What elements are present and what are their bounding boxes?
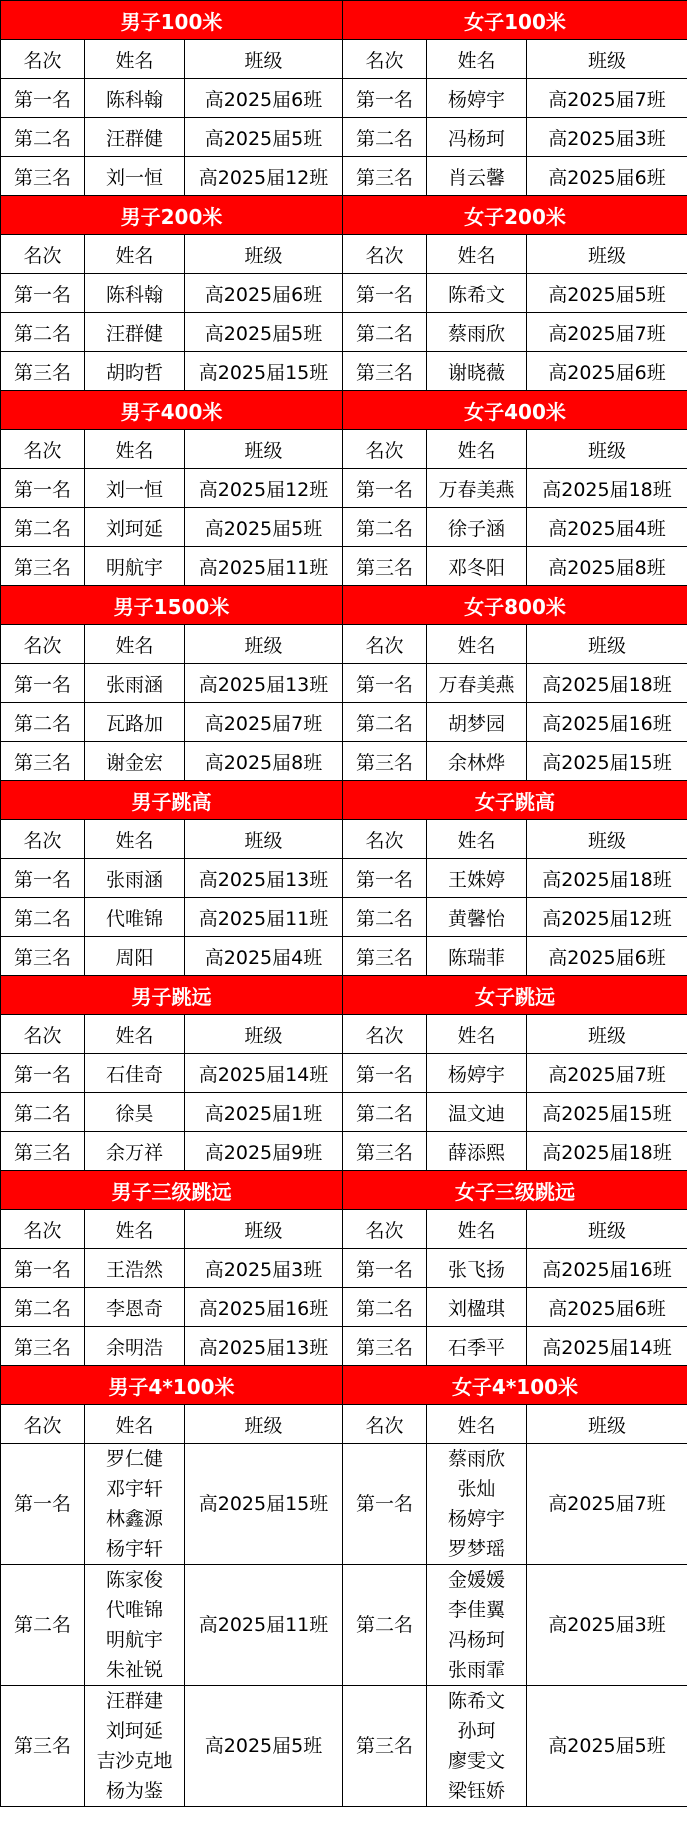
rank-cell: 第二名	[343, 118, 427, 157]
name-cell: 温文迪	[427, 1093, 527, 1132]
relay-members-cell	[85, 1444, 185, 1565]
class-header: 班级	[185, 1405, 343, 1444]
relay-member-name: 朱祉锐	[105, 1659, 163, 1681]
rank-header: 名次	[343, 235, 427, 274]
name-header: 姓名	[85, 1210, 185, 1249]
rank-cell: 第三名	[343, 547, 427, 586]
name-header: 姓名	[85, 235, 185, 274]
rank-header: 名次	[1, 625, 85, 664]
name-header: 姓名	[85, 820, 185, 859]
class-cell: 高2025届6班	[527, 937, 687, 976]
relay-member-name: 吉沙克地	[96, 1750, 173, 1772]
name-header: 姓名	[85, 1015, 185, 1054]
class-cell: 高2025届12班	[185, 469, 343, 508]
rank-cell: 第二名	[343, 508, 427, 547]
name-cell: 黄馨怡	[427, 898, 527, 937]
class-cell: 高2025届16班	[527, 1249, 687, 1288]
rank-cell: 第三名	[1, 547, 85, 586]
name-header: 姓名	[427, 40, 527, 79]
event-title: 男子100米	[1, 1, 343, 40]
rank-header: 名次	[1, 1405, 85, 1444]
class-cell: 高2025届13班	[185, 859, 343, 898]
table-row	[1, 118, 687, 157]
relay-member-name: 罗仁健	[105, 1448, 163, 1470]
name-cell: 胡梦园	[427, 703, 527, 742]
event-title: 女子4*100米	[343, 1366, 687, 1405]
class-cell: 高2025届15班	[185, 352, 343, 391]
relay-members-cell	[85, 1565, 185, 1686]
class-header: 班级	[185, 1210, 343, 1249]
name-cell: 余林烨	[427, 742, 527, 781]
column-header-row	[1, 430, 687, 469]
name-header: 姓名	[85, 430, 185, 469]
table-row	[1, 547, 687, 586]
event-title: 男子跳远	[1, 976, 343, 1015]
rank-header: 名次	[343, 1405, 427, 1444]
class-cell: 高2025届8班	[527, 547, 687, 586]
class-cell: 高2025届15班	[527, 1093, 687, 1132]
table-row	[1, 742, 687, 781]
event-title: 男子跳高	[1, 781, 343, 820]
table-row	[1, 1054, 687, 1093]
name-header: 姓名	[85, 40, 185, 79]
name-cell: 杨婷宇	[427, 79, 527, 118]
column-header-row	[1, 1210, 687, 1249]
relay-member-name: 杨为鉴	[105, 1780, 163, 1802]
class-cell: 高2025届5班	[185, 508, 343, 547]
class-cell: 高2025届1班	[185, 1093, 343, 1132]
name-cell: 刘楹琪	[427, 1288, 527, 1327]
class-header: 班级	[527, 1015, 687, 1054]
relay-member-name: 梁钰娇	[447, 1780, 505, 1802]
event-title: 女子400米	[343, 391, 687, 430]
name-cell: 汪群健	[85, 118, 185, 157]
name-cell: 徐昊	[85, 1093, 185, 1132]
class-header: 班级	[527, 235, 687, 274]
rank-cell: 第二名	[1, 898, 85, 937]
rank-cell: 第三名	[343, 1686, 427, 1807]
rank-cell: 第一名	[1, 664, 85, 703]
name-cell: 刘珂延	[85, 508, 185, 547]
rank-cell: 第二名	[1, 508, 85, 547]
rank-header: 名次	[343, 625, 427, 664]
relay-member-name: 金媛媛	[447, 1569, 505, 1591]
name-header: 姓名	[427, 430, 527, 469]
relay-member-name: 冯杨珂	[447, 1629, 505, 1651]
class-cell: 高2025届9班	[185, 1132, 343, 1171]
event-title-row	[1, 196, 687, 235]
rank-header: 名次	[343, 40, 427, 79]
class-header: 班级	[185, 40, 343, 79]
rank-cell: 第二名	[343, 703, 427, 742]
rank-cell: 第二名	[343, 1288, 427, 1327]
class-header: 班级	[527, 1210, 687, 1249]
relay-member-name: 杨婷宇	[447, 1508, 505, 1530]
name-cell: 石佳奇	[85, 1054, 185, 1093]
name-cell: 瓦路加	[85, 703, 185, 742]
name-header: 姓名	[427, 235, 527, 274]
event-title: 女子跳高	[343, 781, 687, 820]
name-cell: 李恩奇	[85, 1288, 185, 1327]
name-cell: 张飞扬	[427, 1249, 527, 1288]
rank-cell: 第三名	[1, 1327, 85, 1366]
rank-header: 名次	[343, 820, 427, 859]
class-cell: 高2025届7班	[527, 313, 687, 352]
column-header-row	[1, 1015, 687, 1054]
event-title: 女子200米	[343, 196, 687, 235]
rank-cell: 第三名	[343, 937, 427, 976]
event-title: 男子1500米	[1, 586, 343, 625]
event-title: 男子4*100米	[1, 1366, 343, 1405]
class-cell: 高2025届6班	[185, 79, 343, 118]
name-cell: 蔡雨欣	[427, 313, 527, 352]
rank-cell: 第一名	[343, 664, 427, 703]
rank-cell: 第二名	[1, 313, 85, 352]
name-cell: 冯杨珂	[427, 118, 527, 157]
class-cell: 高2025届18班	[527, 1132, 687, 1171]
rank-cell: 第一名	[343, 469, 427, 508]
relay-member-name: 刘珂延	[105, 1720, 163, 1742]
rank-cell: 第一名	[1, 79, 85, 118]
rank-cell: 第二名	[343, 1565, 427, 1686]
name-cell: 代唯锦	[85, 898, 185, 937]
class-cell: 高2025届13班	[185, 664, 343, 703]
class-header: 班级	[527, 430, 687, 469]
class-cell: 高2025届7班	[527, 1444, 687, 1565]
class-header: 班级	[527, 625, 687, 664]
rank-cell: 第一名	[343, 274, 427, 313]
class-cell: 高2025届11班	[185, 1565, 343, 1686]
class-cell: 高2025届13班	[185, 1327, 343, 1366]
table-row	[1, 79, 687, 118]
table-row	[1, 157, 687, 196]
class-cell: 高2025届5班	[185, 118, 343, 157]
class-header: 班级	[527, 1405, 687, 1444]
class-cell: 高2025届15班	[185, 1444, 343, 1565]
table-row	[1, 703, 687, 742]
name-cell: 余万祥	[85, 1132, 185, 1171]
rank-cell: 第一名	[343, 1444, 427, 1565]
results-body	[1, 1, 687, 1807]
class-cell: 高2025届11班	[185, 898, 343, 937]
class-cell: 高2025届4班	[185, 937, 343, 976]
table-row	[1, 1327, 687, 1366]
rank-cell: 第三名	[1, 1132, 85, 1171]
name-cell: 胡昀哲	[85, 352, 185, 391]
class-cell: 高2025届18班	[527, 859, 687, 898]
relay-member-name: 邓宇轩	[105, 1478, 163, 1500]
class-cell: 高2025届16班	[527, 703, 687, 742]
rank-cell: 第三名	[1, 937, 85, 976]
name-cell: 万春美燕	[427, 664, 527, 703]
relay-member-name: 代唯锦	[105, 1599, 163, 1621]
relay-members-cell	[85, 1686, 185, 1807]
event-title: 女子800米	[343, 586, 687, 625]
rank-cell: 第一名	[1, 274, 85, 313]
class-cell: 高2025届6班	[527, 157, 687, 196]
class-cell: 高2025届3班	[527, 118, 687, 157]
name-cell: 王浩然	[85, 1249, 185, 1288]
table-row	[1, 274, 687, 313]
class-cell: 高2025届16班	[185, 1288, 343, 1327]
class-cell: 高2025届5班	[527, 1686, 687, 1807]
event-title-row	[1, 976, 687, 1015]
class-cell: 高2025届5班	[527, 274, 687, 313]
name-cell: 刘一恒	[85, 469, 185, 508]
class-cell: 高2025届15班	[527, 742, 687, 781]
name-header: 姓名	[427, 1405, 527, 1444]
class-header: 班级	[185, 625, 343, 664]
class-cell: 高2025届18班	[527, 469, 687, 508]
class-cell: 高2025届3班	[527, 1565, 687, 1686]
table-row	[1, 1249, 687, 1288]
rank-cell: 第一名	[343, 79, 427, 118]
relay-row	[1, 1444, 687, 1565]
relay-member-name: 汪群建	[105, 1690, 163, 1712]
event-title: 女子100米	[343, 1, 687, 40]
name-cell: 杨婷宇	[427, 1054, 527, 1093]
rank-header: 名次	[1, 40, 85, 79]
name-cell: 谢金宏	[85, 742, 185, 781]
class-cell: 高2025届8班	[185, 742, 343, 781]
name-header: 姓名	[427, 820, 527, 859]
rank-header: 名次	[1, 820, 85, 859]
rank-header: 名次	[1, 1015, 85, 1054]
column-header-row	[1, 820, 687, 859]
class-cell: 高2025届5班	[185, 313, 343, 352]
relay-row	[1, 1565, 687, 1686]
rank-header: 名次	[1, 1210, 85, 1249]
class-cell: 高2025届18班	[527, 664, 687, 703]
event-title-row	[1, 1171, 687, 1210]
name-cell: 周阳	[85, 937, 185, 976]
table-row	[1, 469, 687, 508]
event-title-row	[1, 586, 687, 625]
rank-cell: 第一名	[1, 469, 85, 508]
class-cell: 高2025届12班	[185, 157, 343, 196]
name-cell: 陈科翰	[85, 274, 185, 313]
name-cell: 陈瑞菲	[427, 937, 527, 976]
name-cell: 石季平	[427, 1327, 527, 1366]
name-cell: 明航宇	[85, 547, 185, 586]
rank-cell: 第二名	[343, 1093, 427, 1132]
table-row	[1, 313, 687, 352]
column-header-row	[1, 235, 687, 274]
name-cell: 陈科翰	[85, 79, 185, 118]
rank-cell: 第三名	[1, 742, 85, 781]
name-cell: 陈希文	[427, 274, 527, 313]
class-cell: 高2025届6班	[527, 352, 687, 391]
class-cell: 高2025届14班	[527, 1327, 687, 1366]
class-cell: 高2025届4班	[527, 508, 687, 547]
rank-cell: 第一名	[1, 1444, 85, 1565]
name-cell: 邓冬阳	[427, 547, 527, 586]
relay-member-name: 陈希文	[447, 1690, 505, 1712]
table-row	[1, 352, 687, 391]
name-cell: 刘一恒	[85, 157, 185, 196]
class-cell: 高2025届7班	[527, 79, 687, 118]
class-header: 班级	[185, 820, 343, 859]
relay-members-cell	[427, 1686, 527, 1807]
rank-cell: 第三名	[343, 1132, 427, 1171]
rank-cell: 第一名	[343, 859, 427, 898]
event-title: 男子三级跳远	[1, 1171, 343, 1210]
rank-cell: 第一名	[1, 1054, 85, 1093]
relay-members-cell	[427, 1565, 527, 1686]
event-title-row	[1, 1366, 687, 1405]
rank-cell: 第二名	[1, 118, 85, 157]
relay-member-name: 李佳翼	[447, 1599, 505, 1621]
column-header-row	[1, 625, 687, 664]
relay-member-name: 林鑫源	[105, 1508, 163, 1530]
name-header: 姓名	[427, 625, 527, 664]
name-cell: 余明浩	[85, 1327, 185, 1366]
relay-row	[1, 1686, 687, 1807]
event-title-row	[1, 391, 687, 430]
rank-cell: 第三名	[343, 742, 427, 781]
event-title: 女子跳远	[343, 976, 687, 1015]
rank-cell: 第三名	[1, 352, 85, 391]
table-row	[1, 937, 687, 976]
class-cell: 高2025届7班	[185, 703, 343, 742]
table-row	[1, 859, 687, 898]
name-cell: 徐子涵	[427, 508, 527, 547]
relay-member-name: 张灿	[457, 1478, 496, 1500]
table-row	[1, 1093, 687, 1132]
table-row	[1, 508, 687, 547]
name-cell: 肖云馨	[427, 157, 527, 196]
rank-cell: 第二名	[1, 703, 85, 742]
rank-cell: 第三名	[1, 157, 85, 196]
name-cell: 王姝婷	[427, 859, 527, 898]
table-row	[1, 664, 687, 703]
class-cell: 高2025届12班	[527, 898, 687, 937]
name-cell: 万春美燕	[427, 469, 527, 508]
event-title-row	[1, 781, 687, 820]
table-row	[1, 1288, 687, 1327]
rank-cell: 第二名	[343, 898, 427, 937]
class-cell: 高2025届6班	[527, 1288, 687, 1327]
name-header: 姓名	[85, 625, 185, 664]
relay-member-name: 孙珂	[457, 1720, 496, 1742]
table-row	[1, 898, 687, 937]
class-cell: 高2025届6班	[185, 274, 343, 313]
rank-header: 名次	[1, 235, 85, 274]
rank-cell: 第一名	[1, 1249, 85, 1288]
class-cell: 高2025届3班	[185, 1249, 343, 1288]
class-header: 班级	[527, 820, 687, 859]
class-cell: 高2025届5班	[185, 1686, 343, 1807]
event-title: 女子三级跳远	[343, 1171, 687, 1210]
rank-cell: 第二名	[343, 313, 427, 352]
name-cell: 薛添熙	[427, 1132, 527, 1171]
relay-member-name: 蔡雨欣	[447, 1448, 505, 1470]
table-row	[1, 1132, 687, 1171]
event-title: 男子400米	[1, 391, 343, 430]
class-cell: 高2025届11班	[185, 547, 343, 586]
event-title: 男子200米	[1, 196, 343, 235]
rank-header: 名次	[343, 1210, 427, 1249]
relay-member-name: 廖雯文	[447, 1750, 505, 1772]
column-header-row	[1, 40, 687, 79]
rank-cell: 第三名	[343, 352, 427, 391]
rank-cell: 第二名	[1, 1288, 85, 1327]
rank-cell: 第二名	[1, 1093, 85, 1132]
name-cell: 张雨涵	[85, 859, 185, 898]
relay-members-cell	[427, 1444, 527, 1565]
name-cell: 张雨涵	[85, 664, 185, 703]
rank-cell: 第一名	[343, 1249, 427, 1288]
class-cell: 高2025届7班	[527, 1054, 687, 1093]
relay-member-name: 明航宇	[105, 1629, 163, 1651]
rank-cell: 第三名	[343, 1327, 427, 1366]
relay-member-name: 陈家俊	[105, 1569, 163, 1591]
rank-header: 名次	[1, 430, 85, 469]
rank-cell: 第二名	[1, 1565, 85, 1686]
class-cell: 高2025届14班	[185, 1054, 343, 1093]
class-header: 班级	[185, 235, 343, 274]
relay-member-name: 罗梦瑶	[447, 1538, 505, 1560]
column-header-row	[1, 1405, 687, 1444]
relay-member-name: 张雨霏	[447, 1659, 505, 1681]
rank-cell: 第一名	[343, 1054, 427, 1093]
rank-cell: 第一名	[1, 859, 85, 898]
class-header: 班级	[527, 40, 687, 79]
class-header: 班级	[185, 430, 343, 469]
relay-member-name: 杨宇轩	[105, 1538, 163, 1560]
rank-cell: 第三名	[1, 1686, 85, 1807]
name-header: 姓名	[427, 1210, 527, 1249]
event-title-row	[1, 1, 687, 40]
name-cell: 汪群健	[85, 313, 185, 352]
name-header: 姓名	[427, 1015, 527, 1054]
rank-header: 名次	[343, 1015, 427, 1054]
rank-header: 名次	[343, 430, 427, 469]
name-cell: 谢晓薇	[427, 352, 527, 391]
class-header: 班级	[185, 1015, 343, 1054]
name-header: 姓名	[85, 1405, 185, 1444]
rank-cell: 第三名	[343, 157, 427, 196]
